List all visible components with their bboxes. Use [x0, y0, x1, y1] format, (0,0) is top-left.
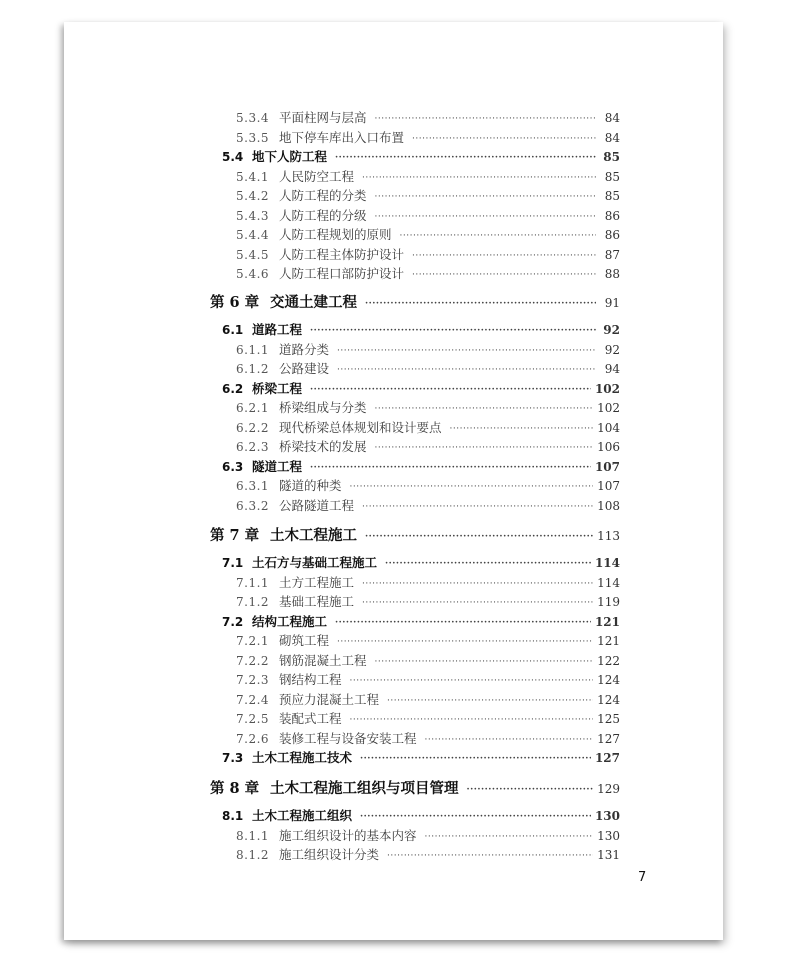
toc-entry-number: 6.1 — [222, 323, 244, 337]
toc-entry-sub — [236, 826, 620, 846]
toc-entry-number: 5.4.6 — [236, 267, 270, 281]
toc-entry-number: 6.2.3 — [236, 440, 270, 454]
toc-entry-chap — [210, 777, 620, 801]
toc-entry-sub — [236, 670, 620, 690]
toc-entry-page: 85 — [604, 189, 620, 203]
toc-entry-page: 102 — [594, 381, 620, 396]
toc-entry-number: 5.4.4 — [236, 228, 270, 242]
toc-entry-number: 5.4.5 — [236, 247, 270, 262]
toc-entry-page: 84 — [604, 111, 620, 125]
toc-entry-title: 装修工程与设备安装工程 — [279, 730, 417, 746]
toc-entry-page: 102 — [597, 401, 620, 415]
toc-entry-title: 土石方与基础工程施工 — [252, 555, 378, 570]
toc-entry-title: 现代桥梁总体规划和设计要点 — [279, 419, 442, 435]
toc-entry-sec — [222, 553, 620, 573]
toc-entry-sub — [236, 225, 620, 245]
toc-entry-sub — [236, 709, 620, 729]
toc-entry-page: 121 — [594, 614, 620, 629]
toc-entry-sub — [236, 573, 620, 593]
toc-entry-sub — [236, 264, 620, 284]
toc-entry-sub — [236, 592, 620, 612]
toc-entry-page: 114 — [597, 575, 620, 590]
toc-entry-page: 86 — [604, 208, 620, 223]
toc-entry-sub — [236, 206, 620, 226]
toc-entry-title: 装配式工程 — [279, 711, 342, 726]
toc-entry-title: 施工组织设计的基本内容 — [279, 827, 417, 843]
toc-entry-number: 6.1.2 — [236, 362, 270, 376]
toc-entry-number: 6.2.1 — [236, 401, 270, 415]
dot-leader — [362, 498, 593, 518]
toc-entry-sub — [236, 128, 620, 148]
toc-entry-sub — [236, 729, 620, 749]
toc-entry-title: 公路隧道工程 — [279, 497, 355, 513]
toc-entry-chap — [210, 524, 620, 548]
toc-entry-sub — [236, 398, 620, 418]
toc-entry-page: 91 — [604, 296, 620, 310]
toc-entry-title: 结构工程施工 — [252, 613, 328, 629]
toc-entry-page: 130 — [594, 809, 620, 823]
toc-entry-title: 人民防空工程 — [279, 168, 355, 184]
toc-entry-sec — [222, 147, 620, 167]
toc-entry-sub — [236, 690, 620, 710]
dot-leader — [365, 292, 596, 316]
toc-entry-page: 108 — [597, 498, 620, 513]
toc-entry-number: 7.2.1 — [236, 634, 270, 648]
toc-entry-title: 道路分类 — [279, 341, 330, 357]
toc-entry-sub — [236, 631, 620, 651]
toc-entry-number: 第 7 章 — [210, 527, 260, 544]
toc-entry-title: 人防工程规划的原则 — [279, 227, 392, 242]
toc-entry-page: 92 — [604, 342, 620, 357]
toc-entry-page: 121 — [597, 634, 620, 648]
toc-entry-page: 122 — [597, 653, 620, 668]
toc-entry-title: 人防工程的分类 — [279, 188, 367, 203]
toc-entry-sub — [236, 186, 620, 206]
page-number: 7 — [638, 870, 647, 885]
toc-entry-page: 104 — [597, 420, 620, 435]
toc-entry-title: 土木工程施工 — [270, 527, 357, 544]
toc-entry-title: 隧道工程 — [252, 458, 303, 474]
toc-entry-page: 125 — [597, 712, 620, 726]
toc-entry-title: 人防工程的分级 — [279, 207, 367, 223]
toc-entry-number: 7.1.1 — [236, 575, 270, 590]
toc-entry-page: 107 — [597, 479, 620, 493]
toc-entry-page: 124 — [597, 692, 620, 707]
toc-entry-title: 土木工程施工组织 — [252, 808, 353, 823]
toc-entry-number: 8.1.1 — [236, 828, 270, 843]
toc-entry-number: 7.2.5 — [236, 712, 270, 726]
dot-leader — [365, 525, 593, 549]
toc-entry-page: 84 — [604, 130, 620, 145]
toc-entry-sub — [236, 167, 620, 187]
toc-entry-sub — [236, 651, 620, 671]
toc-entry-page: 131 — [597, 848, 620, 862]
toc-entry-title: 道路工程 — [252, 322, 303, 337]
toc-entry-sec — [222, 748, 620, 768]
toc-entry-number: 6.1.1 — [236, 342, 270, 357]
toc-entry-page: 124 — [597, 673, 620, 687]
toc-entry-number: 6.3.2 — [236, 498, 270, 513]
toc-entry-chap — [210, 291, 620, 315]
toc-entry-page: 85 — [604, 169, 620, 184]
toc-entry-number: 6.2 — [222, 381, 244, 396]
toc-entry-number: 7.2.6 — [236, 731, 270, 746]
toc-entry-number: 6.2.2 — [236, 420, 270, 435]
toc-entry-number: 6.3 — [222, 459, 244, 474]
toc-entry-title: 地下停车库出入口布置 — [279, 129, 405, 145]
toc-entry-sub — [236, 476, 620, 496]
toc-entry-page: 106 — [597, 440, 620, 454]
toc-entry-sub — [236, 245, 620, 265]
toc-entry-number: 5.4 — [222, 150, 244, 164]
toc-entry-page: 107 — [594, 459, 620, 474]
toc-entry-title: 预应力混凝土工程 — [279, 691, 380, 707]
toc-entry-sub — [236, 496, 620, 516]
toc-entry-sub — [236, 845, 620, 865]
toc-entry-sec — [222, 806, 620, 826]
toc-entry-title: 地下人防工程 — [252, 149, 328, 164]
toc-entry-page: 130 — [597, 828, 620, 843]
toc-entry-sub — [236, 108, 620, 128]
toc-entry-number: 5.4.1 — [236, 169, 270, 184]
toc-entry-number: 7.2.3 — [236, 673, 270, 687]
toc-entry-page: 129 — [597, 782, 620, 796]
toc-entry-sub — [236, 437, 620, 457]
toc-entry-page: 127 — [597, 731, 620, 746]
toc-entry-title: 交通土建工程 — [270, 294, 357, 311]
toc-entry-title: 桥梁工程 — [252, 380, 303, 396]
toc-entry-title: 土木工程施工技术 — [252, 750, 353, 765]
toc-entry-title: 施工组织设计分类 — [279, 847, 380, 862]
toc-entry-number: 第 8 章 — [210, 780, 260, 797]
toc-entry-title: 人防工程口部防护设计 — [279, 266, 405, 281]
toc-entry-sub — [236, 418, 620, 438]
toc-entry-page: 85 — [603, 150, 620, 164]
toc-entry-number: 7.2.2 — [236, 653, 270, 668]
toc-entry-title: 钢筋混凝土工程 — [279, 652, 367, 668]
toc-entry-number: 7.3 — [222, 751, 244, 765]
toc-entry-number: 第 6 章 — [210, 294, 260, 311]
toc-entry-number: 7.1.2 — [236, 595, 270, 609]
toc-entry-title: 土方工程施工 — [279, 574, 355, 590]
toc-entry-number: 7.2 — [222, 614, 244, 629]
toc-entry-number: 6.3.1 — [236, 479, 270, 493]
toc-entry-title: 土木工程施工组织与项目管理 — [270, 780, 459, 797]
toc-entry-page: 88 — [604, 267, 620, 281]
toc-entry-sub — [236, 359, 620, 379]
toc-entry-title: 隧道的种类 — [279, 478, 342, 493]
toc-entry-title: 平面柱网与层高 — [279, 110, 367, 125]
toc-entry-page: 119 — [597, 595, 620, 609]
toc-entry-title: 公路建设 — [279, 361, 330, 376]
toc-entry-title: 桥梁组成与分类 — [279, 400, 367, 415]
toc-entry-number: 7.1 — [222, 556, 244, 570]
toc-entry-page: 114 — [594, 556, 620, 570]
toc-entry-sec — [222, 320, 620, 340]
toc-entry-title: 桥梁技术的发展 — [279, 439, 367, 454]
toc-entry-number: 8.1.2 — [236, 848, 270, 862]
toc-entry-sub — [236, 340, 620, 360]
toc-entry-number: 5.3.5 — [236, 130, 270, 145]
toc-entry-sec — [222, 457, 620, 477]
toc-entry-sec — [222, 612, 620, 632]
book-page — [64, 22, 723, 940]
toc-entry-number: 5.3.4 — [236, 111, 270, 125]
toc-entry-title: 基础工程施工 — [279, 594, 355, 609]
toc-entry-page: 127 — [594, 751, 620, 765]
toc-entry-page: 94 — [604, 362, 620, 376]
toc-entry-page: 113 — [597, 529, 620, 543]
toc-entry-page: 87 — [604, 247, 620, 262]
toc-entry-title: 砌筑工程 — [279, 633, 330, 648]
toc-entry-sec — [222, 379, 620, 399]
dot-leader — [467, 778, 594, 802]
toc-entry-title: 钢结构工程 — [279, 672, 342, 687]
dot-leader — [360, 750, 591, 770]
toc-entry-number: 8.1 — [222, 809, 244, 823]
dot-leader — [412, 266, 596, 286]
toc-entry-number: 5.4.2 — [236, 189, 270, 203]
toc-entry-page: 92 — [603, 323, 620, 337]
toc-entry-page: 86 — [604, 228, 620, 242]
dot-leader — [387, 847, 593, 867]
toc-entry-number: 5.4.3 — [236, 208, 270, 223]
toc-entry-number: 7.2.4 — [236, 692, 270, 707]
toc-entry-title: 人防工程主体防护设计 — [279, 246, 405, 262]
